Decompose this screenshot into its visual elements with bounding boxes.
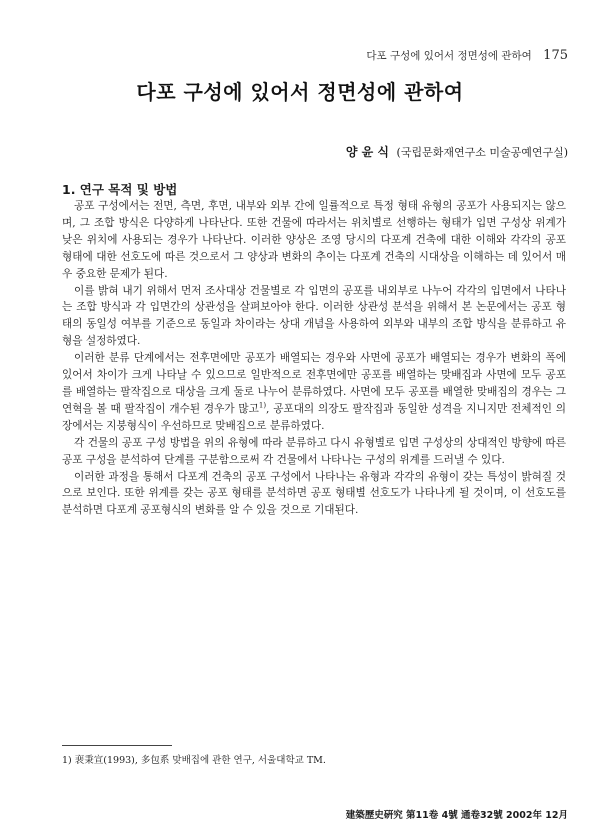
body-text [62, 198, 566, 519]
section-heading: 1. 연구 목적 및 방법 [62, 182, 178, 197]
paragraph: 공포 구성에서는 전면, 측면, 후면, 내부와 외부 간에 일률적으로 특정 형태 유형의 공포가 사용되지는 않으며, 그 조합 방식은 다양하게 나타난다. 또한 건물에 따라서는 위치별로 선행하는 형태가 입면 구성상 위계가 낮은 위치에 사용되는 경우가 나타난다. 이러한 양상은 조영 당시의 다포계 건축에 대한 이해와 각각의 공포 형태에 대한 선호도에 따른 것으로서 그 양상과 변화의 추이는 다포계 건축의 시대상을 이해하는 데 있어서 매우 중요한 문제가 된다. [62, 200, 566, 280]
footnote: 1) 裵秉宣(1993), 多包系 맞배집에 관한 연구, 서울대학교 TM. [62, 755, 326, 766]
paragraph-text: , 공포대의 의장도 팔작집과 동일한 성격을 지니지만 전체적인 의장에서는 지붕형식이 우선하므로 맞배집으로 분류하였다. [62, 402, 566, 432]
footnote-reference[interactable]: 1) [258, 401, 267, 410]
paragraph-text: 이러한 분류 단계에서는 전후면에만 공포가 배열되는 경우와 사면에 공포가 배열되는 경우가 변화의 폭에 있어서 차이가 크게 나타날 수 있으므로 일반적으로 전후면에만 공포를 배열하는 맞배집과 사면에 모두 공포를 배열하는 팔작집으로 대상을 크게 둘로 나누어 분류하였다. 사면에 모두 공포를 배열한 맞배집의 경우는 그 연혁을 볼 때 팔작집이 개수된 경우가 많고 [62, 352, 566, 415]
paragraph: 이러한 과정을 통해서 다포계 건축의 공포 구성에서 나타나는 유형과 각각의 유형이 갖는 특성이 밝혀질 것으로 보인다. 또한 위계를 갖는 공포 형태를 분석하면 공포 형태별 선호도가 나타나게 될 것이며, 이 선호도를 분석하면 다포계 공포형식의 변화를 알 수 있을 것으로 기대된다. [62, 470, 566, 517]
paragraph: 이를 밝혀 내기 위해서 먼저 조사대상 건물별로 각 입면의 공포를 내외부로 나누어 각각의 입면에서 나타나는 조합 방식과 각 입면간의 상관성을 살펴보아야 한다. 이러한 상관성 분석을 위해서 본 논문에서는 공포 형태의 동일성 여부를 기준으로 동일과 차이라는 상대 개념을 사용하여 외부와 내부의 조합 방식을 분류하고 유형을 설정하였다. [62, 284, 566, 348]
running-head-title: 다포 구성에 있어서 정면성에 관하여 [366, 50, 532, 62]
paragraph [62, 350, 566, 435]
footnote-divider [62, 745, 172, 746]
paragraph: 각 건물의 공포 구성 방법을 위의 유형에 따라 분류하고 다시 유형별로 입면 구성상의 상대적인 방향에 따른 공포 구성을 분석하여 단계를 구분함으로써 각 건물에서 나타나는 구성의 위계를 드러낼 수 있다. [62, 436, 566, 466]
author-affiliation: (국립문화재연구소 미술공예연구실) [396, 146, 568, 159]
author-line [346, 143, 568, 160]
author-name: 양 윤 식 [345, 145, 390, 159]
running-head [366, 48, 568, 63]
page-number: 175 [543, 48, 568, 63]
journal-footer: 建築歷史硏究 第11卷 4號 通卷32號 2002年 12月 [345, 810, 568, 821]
paper-title: 다포 구성에 있어서 정면성에 관하여 [136, 80, 464, 104]
